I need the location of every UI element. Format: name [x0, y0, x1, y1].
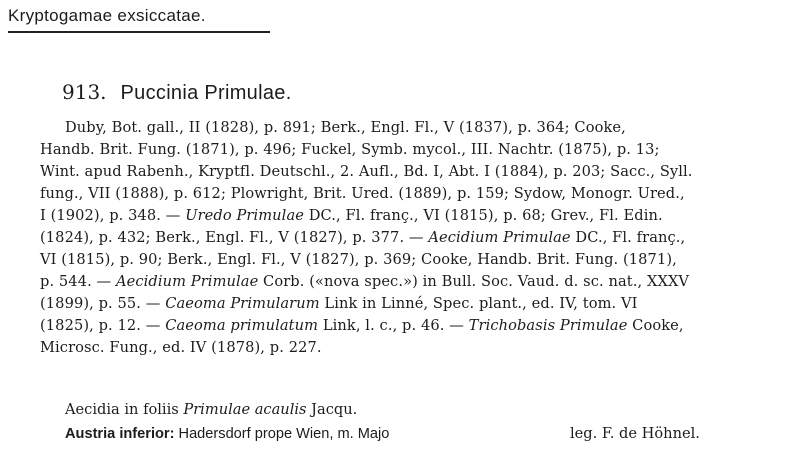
taxon-synonym: Aecidium Primulae: [428, 229, 571, 246]
species-name: Puccinia Primulae.: [120, 82, 292, 104]
region-label: Austria inferior:: [65, 426, 175, 442]
taxon-synonym: Caeoma Primularum: [165, 295, 320, 312]
taxon-synonym: Trichobasis Primulae: [468, 317, 628, 334]
reference-line: [40, 161, 784, 183]
reference-line: [40, 337, 784, 359]
reference-text: Wint. apud Rabenh., Kryptfl. Deutschl., 2. Aufl., Bd. I, Abt. I (1884), p. 203; Sacc., Syll.: [40, 163, 693, 180]
reference-text: (1899), p. 55. —: [40, 295, 166, 312]
host-note-prefix: Aecidia in foliis: [65, 401, 184, 418]
reference-line: [40, 271, 784, 293]
reference-text: VI (1815), p. 90; Berk., Engl. Fl., V (1827), p. 369; Cooke, Handb. Brit. Fung. (1871),: [40, 251, 677, 268]
reference-text: (1825), p. 12. —: [40, 317, 166, 334]
taxon-synonym: Uredo Primulae: [185, 207, 304, 224]
collection-place: Hadersdorf prope Wien, m. Majo: [174, 426, 390, 442]
header-underline: [8, 31, 270, 33]
entry-title: [62, 80, 292, 105]
reference-text: Cooke,: [627, 317, 684, 334]
reference-text: Link in Linné, Spec. plant., ed. IV, tom. VI: [319, 295, 638, 312]
reference-line: [40, 227, 784, 249]
reference-text: DC., Fl. franç.,: [570, 229, 686, 246]
taxon-synonym: Aecidium Primulae: [116, 273, 259, 290]
host-plant: Primulae acaulis: [183, 401, 307, 418]
reference-line: [40, 249, 784, 271]
reference-text: Handb. Brit. Fung. (1871), p. 496; Fuckel, Symb. mycol., III. Nachtr. (1875), p. 13;: [40, 141, 660, 158]
reference-text: p. 544. —: [40, 273, 116, 290]
reference-line: [40, 293, 784, 315]
host-note: [65, 401, 357, 418]
reference-text: (1824), p. 432; Berk., Engl. Fl., V (1827), p. 377. —: [40, 229, 429, 246]
host-note-suffix: Jacqu.: [306, 401, 358, 418]
locality-line: [65, 425, 785, 442]
entry-number: 913.: [62, 80, 107, 104]
taxon-synonym: Caeoma primulatum: [165, 317, 319, 334]
reference-line: [40, 315, 784, 337]
reference-text: DC., Fl. franç., VI (1815), p. 68; Grev., Fl. Edin.: [304, 207, 663, 224]
reference-text: fung., VII (1888), p. 612; Plowright, Brit. Ured. (1889), p. 159; Sydow, Monogr. Ured.,: [40, 185, 685, 202]
reference-line: [40, 117, 784, 139]
reference-text: Corb. («nova spec.») in Bull. Soc. Vaud. d. sc. nat., XXXV: [258, 273, 690, 290]
series-title: Kryptogamae exsiccatae.: [8, 6, 206, 25]
reference-line: [40, 205, 784, 227]
reference-text: Microsc. Fung., ed. IV (1878), p. 227.: [40, 339, 322, 356]
reference-line: [40, 139, 784, 161]
reference-line: [40, 183, 784, 205]
reference-text: Link, l. c., p. 46. —: [318, 317, 469, 334]
collector: leg. F. de Höhnel.: [570, 425, 700, 442]
references-block: [40, 117, 784, 359]
reference-text: I (1902), p. 348. —: [40, 207, 186, 224]
reference-text: Duby, Bot. gall., II (1828), p. 891; Berk., Engl. Fl., V (1837), p. 364; Cooke,: [65, 119, 626, 136]
